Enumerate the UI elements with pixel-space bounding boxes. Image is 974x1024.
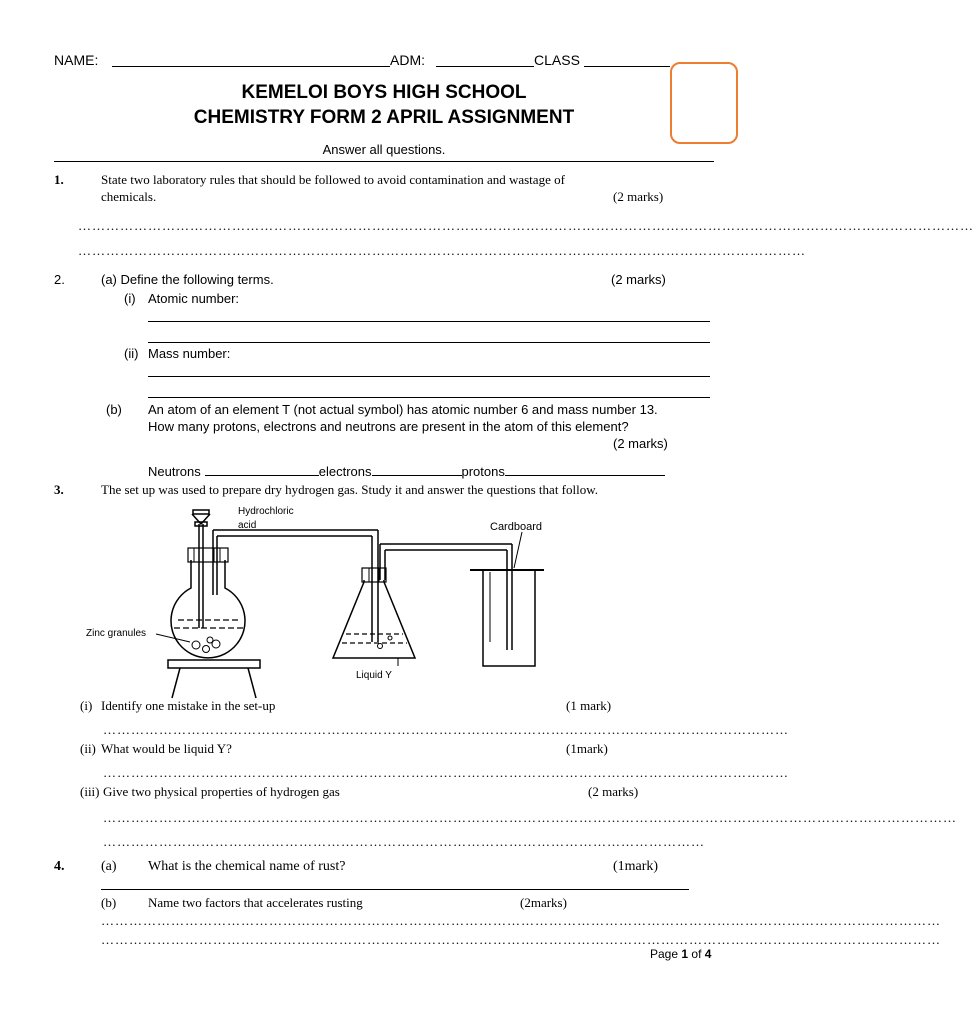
electrons-label: electrons <box>318 464 372 479</box>
page-prefix: Page <box>650 947 679 961</box>
cardboard-label: Cardboard <box>490 521 542 533</box>
q2b-line2: How many protons, electrons and neutrons are present in the atom of this element? <box>148 419 629 434</box>
page-of: of <box>691 947 702 961</box>
page-total: 4 <box>704 947 712 961</box>
q4b-answer-line-2[interactable]: ……………………………………………………………………………………………………………………………………………………………… <box>101 932 941 947</box>
q2aii-answer-line-1[interactable] <box>148 376 710 377</box>
q2ai-text: Atomic number: <box>148 291 240 306</box>
q1-number: 1. <box>54 172 64 187</box>
hydrochloric-label-2: acid <box>238 520 257 531</box>
q3iii-answer-line-2[interactable]: ………………………………………………………………………………………………………………… <box>103 834 705 849</box>
q4a-marks: (1mark) <box>613 859 659 874</box>
q1-line1: State two laboratory rules that should be followed to avoid contamination and wastage of <box>101 172 565 187</box>
q3i-text: Identify one mistake in the set-up <box>101 698 276 713</box>
q3-number: 3. <box>54 482 64 497</box>
round-flask <box>171 560 245 658</box>
q4b-marks: (2marks) <box>520 895 567 910</box>
hydrogen-setup-diagram <box>80 500 560 700</box>
q1-answer-line-1[interactable]: ………………………………………………………………………………………………………………………………………………………………………… <box>78 218 974 233</box>
q4a-text: What is the chemical name of rust? <box>148 859 346 874</box>
name-blank[interactable] <box>112 66 390 67</box>
assignment-title: CHEMISTRY FORM 2 APRIL ASSIGNMENT <box>193 107 575 128</box>
page-number <box>650 947 711 961</box>
gas-jar <box>483 570 535 666</box>
q2ai-answer-line-1[interactable] <box>148 321 710 322</box>
protons-label: protons <box>461 464 505 479</box>
q1-marks: (2 marks) <box>613 189 664 204</box>
q2b-label: (b) <box>106 402 122 417</box>
neutrons-blank[interactable] <box>205 463 319 476</box>
q3iii-text: Give two physical properties of hydrogen gas <box>103 784 340 799</box>
q2b-answers <box>148 463 665 479</box>
q4b-answer-line-1[interactable]: ……………………………………………………………………………………………………………………………………………………………… <box>101 913 941 928</box>
q2aii-label: (ii) <box>124 346 139 361</box>
q2ai-label: (i) <box>124 291 136 306</box>
header-divider <box>54 161 714 162</box>
q3iii-answer-line-1[interactable]: ………………………………………………………………………………………………………………………………………………………………… <box>103 810 957 825</box>
q3i-label: (i) <box>80 698 93 713</box>
class-blank[interactable] <box>584 66 670 67</box>
neutrons-label: Neutrons <box>148 464 201 479</box>
q4a-label: (a) <box>101 859 117 874</box>
q1-answer-line-2[interactable]: ………………………………………………………………………………………………………………………………………… <box>78 243 806 258</box>
protons-blank[interactable] <box>505 463 665 476</box>
q3i-answer-line[interactable]: ………………………………………………………………………………………………………………………………… <box>103 722 789 737</box>
q2aii-text: Mass number: <box>148 346 231 361</box>
q3iii-marks: (2 marks) <box>588 784 639 799</box>
class-label: CLASS <box>534 52 580 68</box>
q4-number: 4. <box>54 859 65 874</box>
q4b-label: (b) <box>101 895 117 910</box>
q2a-text: (a) Define the following terms. <box>101 272 274 287</box>
q2b-marks: (2 marks) <box>613 436 668 451</box>
instruction: Answer all questions. <box>322 142 446 157</box>
q4b-text: Name two factors that accelerates rusting <box>148 895 363 910</box>
school-name: KEMELOI BOYS HIGH SCHOOL <box>241 82 527 103</box>
q2ai-answer-line-2[interactable] <box>148 342 710 343</box>
q3ii-label: (ii) <box>80 741 96 756</box>
name-label: NAME: <box>54 52 99 68</box>
adm-label: ADM: <box>390 52 425 68</box>
q1-line2: chemicals. <box>101 189 157 204</box>
adm-blank[interactable] <box>436 66 534 67</box>
q2b-line1: An atom of an element T (not actual symbol) has atomic number 6 and mass number 13. <box>148 402 658 417</box>
q3iii-label: (iii) <box>80 784 100 799</box>
page-current: 1 <box>681 947 689 961</box>
zinc-label: Zinc granules <box>86 628 147 639</box>
q3ii-marks: (1mark) <box>566 741 608 756</box>
electrons-blank[interactable] <box>372 463 462 476</box>
q3-text: The set up was used to prepare dry hydrogen gas. Study it and answer the questions that follow. <box>101 482 599 497</box>
q2a-marks: (2 marks) <box>611 272 666 287</box>
conical-flask <box>333 580 415 658</box>
q4a-answer-line[interactable] <box>101 889 689 890</box>
liquid-y-label: Liquid Y <box>356 670 392 681</box>
q3i-marks: (1 mark) <box>566 698 612 713</box>
q3ii-text: What would be liquid Y? <box>101 741 232 756</box>
hydrochloric-label-1: Hydrochloric <box>238 506 294 517</box>
q3ii-answer-line[interactable]: ………………………………………………………………………………………………………………………………… <box>103 765 789 780</box>
q2aii-answer-line-2[interactable] <box>148 397 710 398</box>
q2-number: 2. <box>54 272 65 287</box>
